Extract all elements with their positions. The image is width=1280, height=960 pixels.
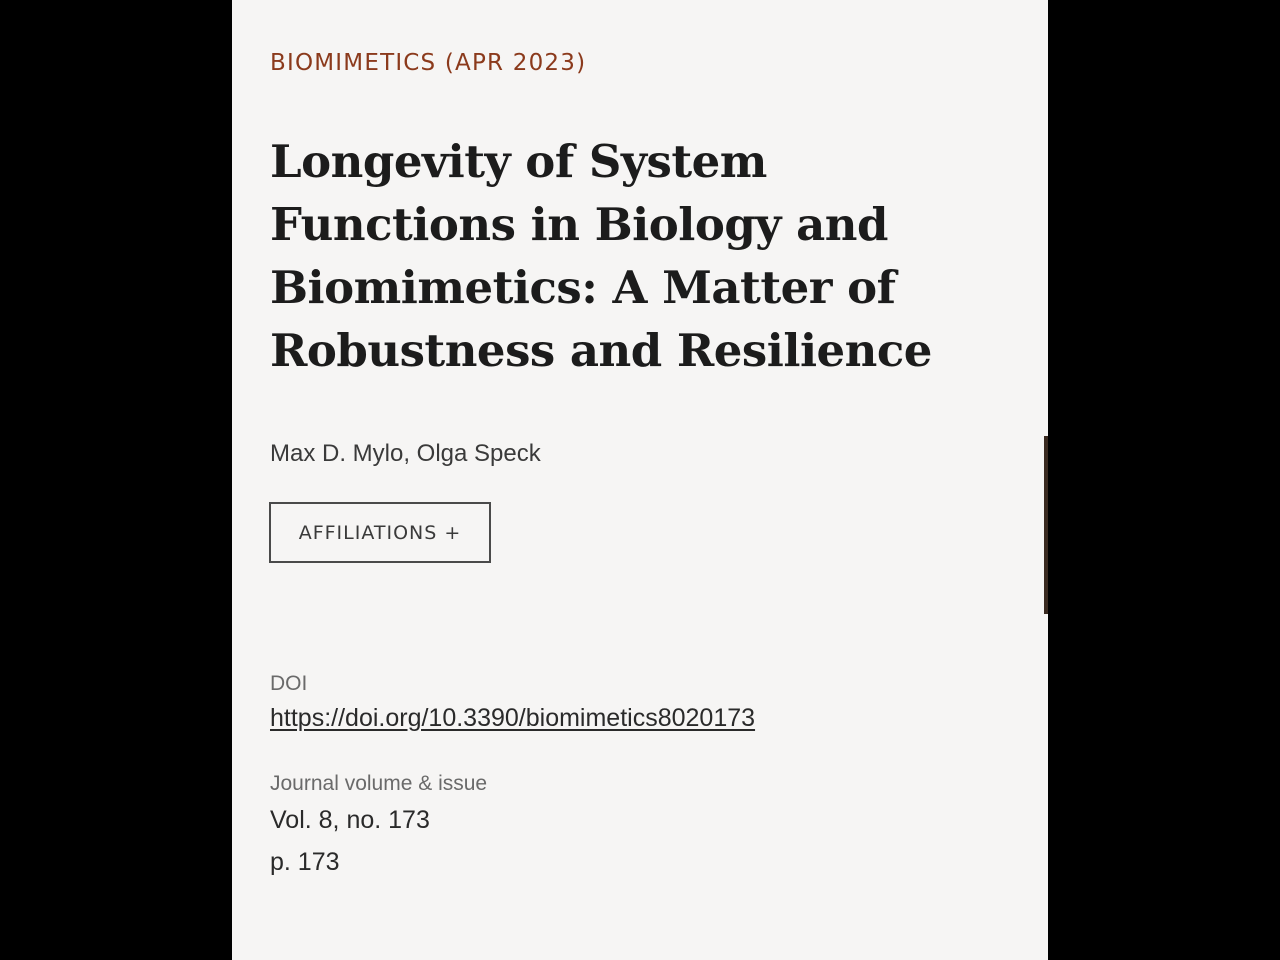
affiliations-button[interactable]: AFFILIATIONS +: [269, 502, 491, 563]
article-page: [232, 0, 1048, 960]
article-title: Longevity of System Functions in Biology and Biomimetics: A Matter of Robustness and Resilience: [270, 135, 932, 377]
journal-tag: BIOMIMETICS (APR 2023): [270, 50, 587, 76]
doi-label: DOI: [270, 672, 308, 695]
page-number: p. 173: [270, 848, 340, 876]
volume-issue-label: Journal volume & issue: [270, 772, 488, 795]
scroll-edge-marker: [1044, 436, 1048, 614]
doi-link[interactable]: https://doi.org/10.3390/biomimetics8020173: [270, 704, 756, 732]
volume-issue-value: Vol. 8, no. 173: [270, 806, 430, 834]
author-list: Max D. Mylo, Olga Speck: [270, 440, 541, 467]
